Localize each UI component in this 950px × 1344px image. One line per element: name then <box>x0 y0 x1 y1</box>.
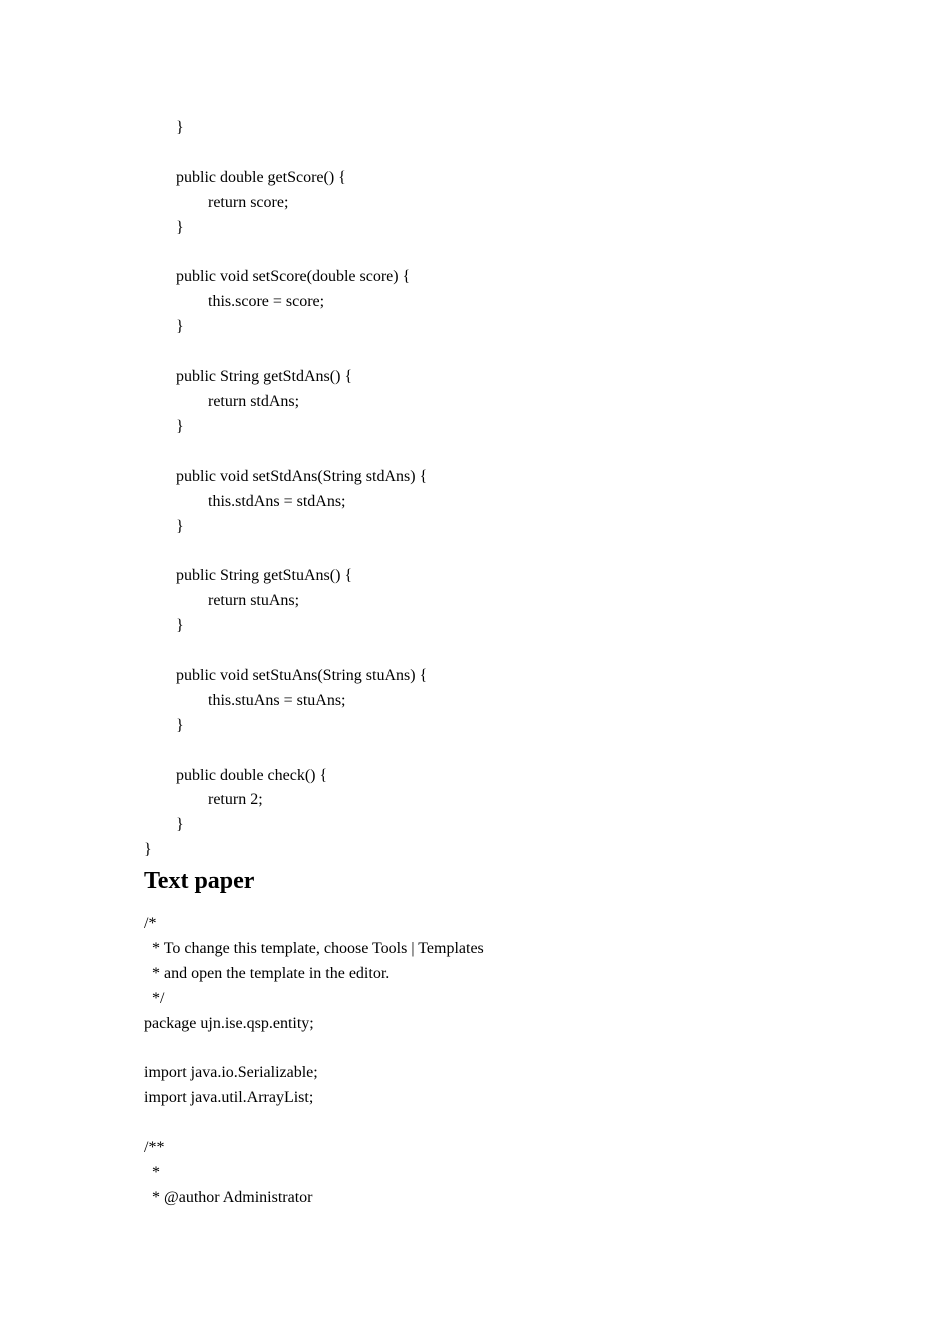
code-listing-continued: } public double getScore() { return score; } public void setScore(double score) { this.score = score; } public String getStdAns() { return stdAns; } public void setStdAns(String stdAns) { this.stdAns = stdAns; } public String getStuAns() { return stuAns; } public void setStuAns(String stuAns) { this.stuAns = stuAns; } public double check() { return 2; } } <box>144 119 428 859</box>
code-listing-text-paper: /* * To change this template, choose Tools | Templates * and open the template in the editor. */ package ujn.ise.qsp.entity; import java.io.Serializable; import java.util.ArrayList; /** * * @author Administrator <box>144 915 484 1206</box>
section-heading: Text paper <box>144 868 255 894</box>
